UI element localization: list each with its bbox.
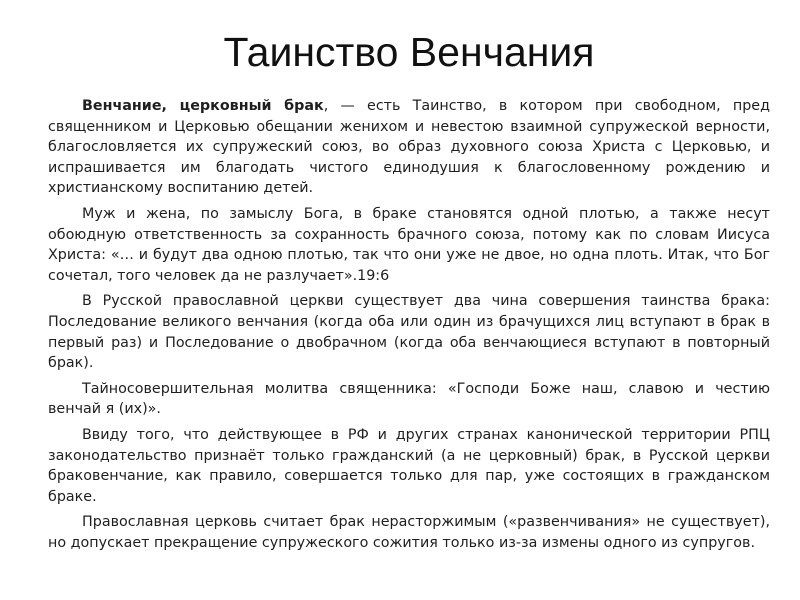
paragraph-5: Ввиду того, что действующее в РФ и других странах канонической территории РПЦ законодательство признаёт только гражданский (а не церковный) брак, в Русской церкви браковенчание, как правило, совершается только для пар, уже состоящих в гражданском браке. — [48, 426, 770, 505]
paragraph-6: Православная церковь считает брак нерасторжимым («развенчивания» не существует), но допускает прекращение супружеского сожития только из-за измены одного из супругов. — [48, 514, 770, 551]
paragraph-1 — [48, 96, 770, 199]
paragraph-4: Тайносовершительная молитва священника: «Господи Боже наш, славою и честию венчай я (их)». — [48, 380, 770, 418]
slide-body — [48, 96, 770, 553]
defined-term: Венчание, церковный брак — [82, 98, 324, 114]
paragraph-1-text: , — есть Таинство, в котором при свободном, пред священником и Церковью обещании женихом и невестою взаимной супружеской верности, благословляется их супружеский союз, во образ духовного союза Христа с Церковью, и испрашивается им благодать чистого единодушия к благословенному рождению и христианскому воспитанию детей. — [48, 98, 770, 197]
paragraph-3: В Русской православной церкви существует два чина совершения таинства брака: Последование великого венчания (когда оба или один из брачущихся лиц вступают в брак в первый раз) и Последование о двобрачном (когда оба венчающиеся вступают в повторный брак). — [48, 293, 770, 372]
slide-title: Таинство Венчания — [223, 29, 595, 75]
paragraph-2: Муж и жена, по замыслу Бога, в браке становятся одной плотью, а также несут обоюдную ответственность за сохранность брачного союза, потому как по словам Иисуса Христа: «… и будут два одною плотью, так что они уже не двое, но одна плоть. Итак, что Бог сочетал, того человек да не разлучает».19:6 — [48, 205, 770, 284]
